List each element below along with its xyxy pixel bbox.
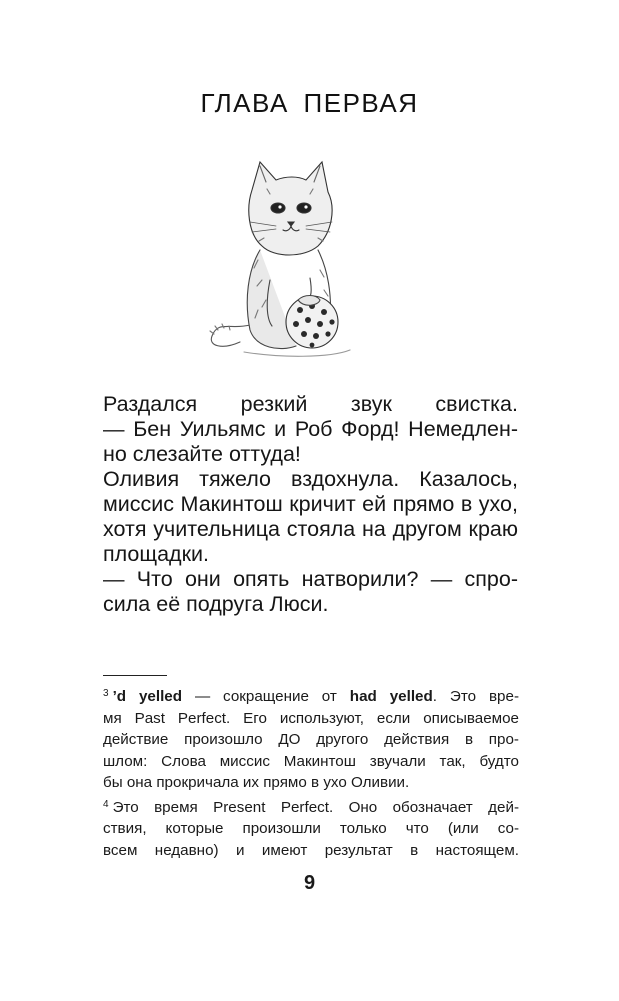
footnote-line: шлом: Слова миссис Макинтош звучали так, будто <box>103 752 519 770</box>
footnote-divider <box>103 675 167 676</box>
footnote-line <box>103 683 519 708</box>
footnote-text: . Это вре- <box>432 688 519 705</box>
footnote-line: бы она прокричала их прямо в ухо Оливии. <box>103 774 410 791</box>
footnotes <box>103 683 519 861</box>
footnote-line: всем недавно) и имеют результат в настоящем. <box>103 841 519 859</box>
text-line: миссис Макинтош кричит ей прямо в ухо, <box>103 492 518 516</box>
main-text <box>103 392 518 617</box>
kitten-with-ball-icon <box>200 150 380 370</box>
text-line: сила её подруга Люси. <box>103 592 329 616</box>
footnote-line: ствия, которые произошли только что (или со- <box>103 820 519 837</box>
footnote-text: Это время Present Perfect. Оно обозначает дей- <box>112 798 519 816</box>
chapter-title: ГЛАВА ПЕРВАЯ <box>200 88 419 118</box>
text-line: площадки. <box>103 542 209 566</box>
text-line: — Бен Уильямс и Роб Форд! Немедлен- <box>103 417 518 441</box>
text-line: хотя учительница стояла на другом краю <box>103 517 518 541</box>
footnote-term: ’d yelled <box>112 688 183 705</box>
footnote-line <box>103 794 519 819</box>
text-line: — Что они опять натворили? — спро- <box>103 567 518 591</box>
footnote-term: had yelled <box>349 688 433 705</box>
text-line: Раздался резкий звук свистка. <box>103 392 518 416</box>
page-number: 9 <box>303 872 316 894</box>
text-line: но слезайте оттуда! <box>103 442 301 466</box>
text-line: Оливия тяжело вздохнула. Казалось, <box>103 467 518 491</box>
footnote-text: — сокращение от <box>182 688 350 705</box>
footnote-marker: 4 <box>103 798 109 810</box>
footnote-marker: 3 <box>103 688 109 699</box>
footnote-line: мя Past Perfect. Его используют, если описываемое <box>103 709 519 727</box>
footnote-line: действие произошло ДО другого действия в про- <box>103 731 519 748</box>
